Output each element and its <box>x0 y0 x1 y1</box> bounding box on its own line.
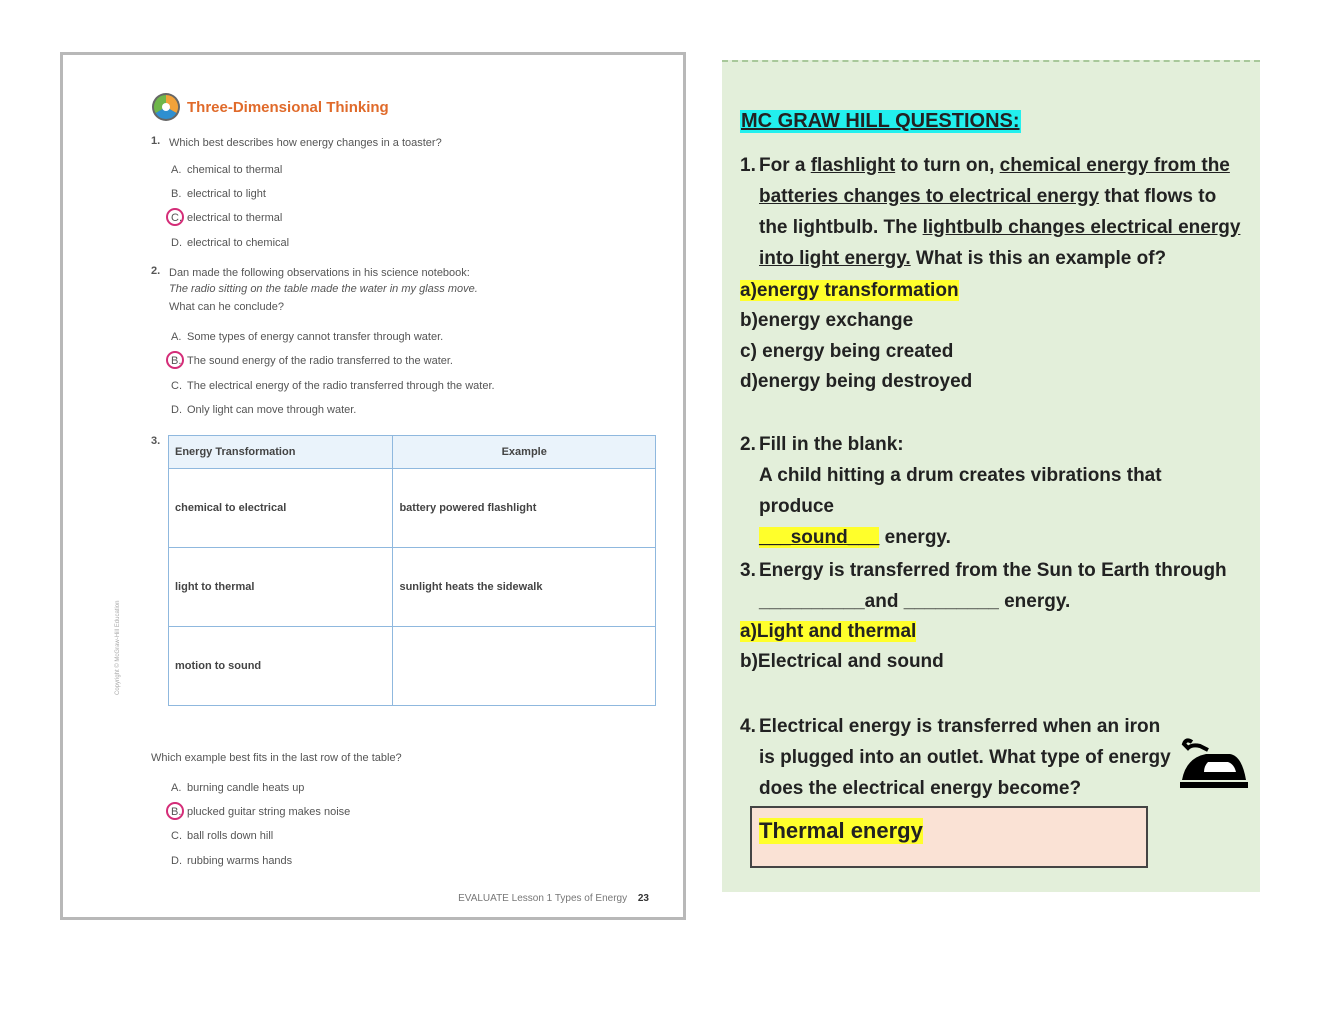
energy-transformation-table <box>168 435 656 706</box>
question-number: 1. <box>151 135 161 147</box>
table-row <box>169 548 656 627</box>
answer-circle <box>166 351 184 369</box>
question-text: For a flashlight to turn on, chemical energy from the batteries changes to electrical energy that flows to the lightbulb. The lightbulb changes electrical energy into light energy. What is this an example of? <box>759 155 1241 269</box>
question-text: Electrical energy is transferred when an iron is plugged into an outlet. What type of energy does the electrical energy become? <box>759 716 1171 799</box>
q2-observation: The radio sitting on the table made the water in my glass move. <box>169 283 478 295</box>
question-number: 3. <box>740 560 756 581</box>
q3-option-b: B. plucked guitar string makes noise <box>171 803 350 821</box>
table-header-row <box>169 436 656 469</box>
section-title: Three-Dimensional Thinking <box>187 98 389 116</box>
iron-icon <box>1178 736 1250 792</box>
answer-circle <box>166 208 184 226</box>
q3-prompt: Which example best fits in the last row of the table? <box>151 752 402 764</box>
q1-option-c: c) energy being created <box>740 341 954 362</box>
textbook-page <box>60 52 686 920</box>
footer-lesson: Lesson 1 Types of Energy <box>511 893 628 904</box>
question-text: Fill in the blank: A child hitting a drum creates vibrations that produce ___sound___ energy. <box>759 434 1162 548</box>
table-cell: motion to sound <box>169 627 393 706</box>
panel-title: MC GRAW HILL QUESTIONS: <box>741 110 1020 132</box>
table-cell: sunlight heats the sidewalk <box>393 548 656 627</box>
q2-option-d: D. Only light can move through water. <box>171 404 357 416</box>
question-text: Which best describes how energy changes in a toaster? <box>169 137 442 149</box>
q1-option-d: D. electrical to chemical <box>171 237 290 249</box>
q3-option-b: b)Electrical and sound <box>740 651 944 672</box>
answer-box <box>750 806 1148 868</box>
table-header: Example <box>393 436 656 469</box>
table-cell <box>393 627 656 706</box>
answer-text: Thermal energy <box>759 818 923 843</box>
table-header: Energy Transformation <box>169 436 393 469</box>
q1-option-c: C. electrical to thermal <box>171 209 282 227</box>
table-row <box>169 469 656 548</box>
table-cell: battery powered flashlight <box>393 469 656 548</box>
q1-option-b: B. electrical to light <box>171 188 266 200</box>
q2-option-a: A. Some types of energy cannot transfer through water. <box>171 331 444 343</box>
section-header <box>151 90 389 124</box>
q1-option-b: b)energy exchange <box>740 310 914 331</box>
question-number: 4. <box>740 716 756 737</box>
q2-option-b: B. The sound energy of the radio transferred to the water. <box>171 352 453 370</box>
page-footer <box>458 893 649 904</box>
questions-panel <box>722 60 1260 892</box>
q3-option-a: a)Light and thermal <box>740 621 917 642</box>
q3-option-a: A. burning candle heats up <box>171 782 305 794</box>
q1-option-a: a)energy transformation <box>740 280 959 301</box>
page-number: 23 <box>637 893 649 904</box>
q1-option-a: A. chemical to thermal <box>171 164 283 176</box>
q2-option-c: C. The electrical energy of the radio transferred through the water. <box>171 380 495 392</box>
q3-option-c: C. ball rolls down hill <box>171 830 274 842</box>
question-number: 1. <box>740 155 756 176</box>
q2-prompt: What can he conclude? <box>169 301 284 313</box>
question-text: Dan made the following observations in his science notebook: <box>169 267 470 279</box>
footer-section: EVALUATE <box>458 893 509 904</box>
q1-option-d: d)energy being destroyed <box>740 371 973 392</box>
three-dimensional-logo-icon <box>151 92 181 122</box>
question-text: Energy is transferred from the Sun to Earth through __________and _________ energy. <box>759 560 1227 612</box>
q3-option-d: D. rubbing warms hands <box>171 855 293 867</box>
table-row <box>169 627 656 706</box>
copyright-notice: Copyright © McGraw-Hill Education <box>115 600 121 695</box>
question-number: 2. <box>151 265 161 277</box>
fill-in-answer: ___sound___ <box>759 527 880 548</box>
question-number: 2. <box>740 434 756 455</box>
question-number: 3. <box>151 435 161 447</box>
table-cell: light to thermal <box>169 548 393 627</box>
answer-circle <box>166 802 184 820</box>
table-cell: chemical to electrical <box>169 469 393 548</box>
